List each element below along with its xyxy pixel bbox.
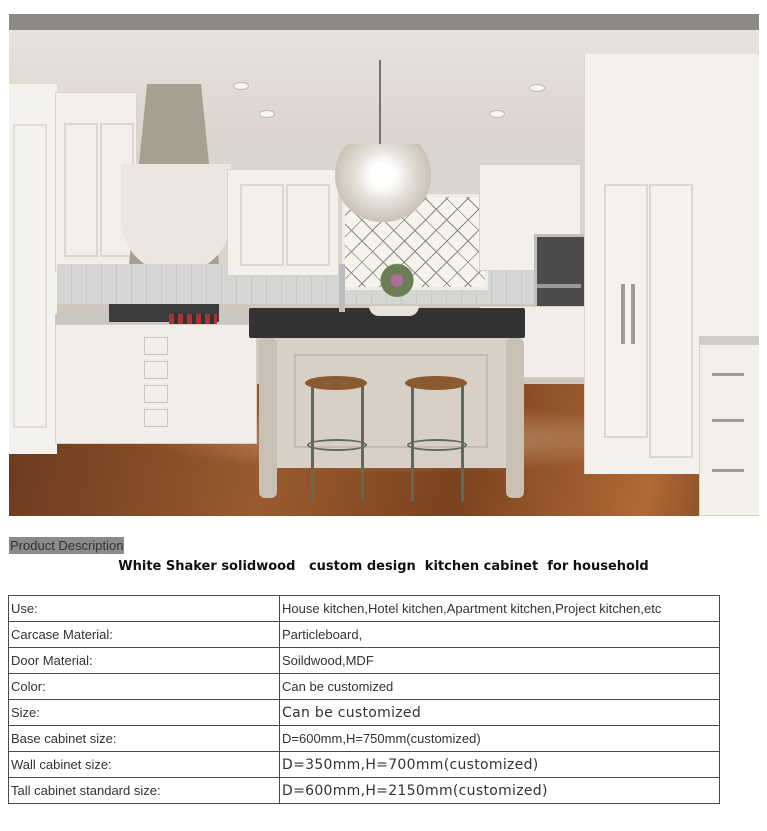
island-panel xyxy=(294,354,488,448)
spec-label: Door Material: xyxy=(9,648,280,674)
table-row xyxy=(9,700,720,726)
bar-stool xyxy=(305,376,367,390)
spec-value: House kitchen,Hotel kitchen,Apartment kitchen,Project kitchen,etc xyxy=(280,596,720,622)
table-row xyxy=(9,726,720,752)
fridge-handle xyxy=(621,284,625,344)
fridge-handle xyxy=(631,284,635,344)
bowl xyxy=(369,306,419,316)
spec-label: Size: xyxy=(9,700,280,726)
product-headline: White Shaker solidwood custom design kitchen cabinet for household xyxy=(118,559,649,574)
range-hood-trim xyxy=(121,164,231,274)
crystal-chandelier xyxy=(335,144,431,222)
section-label: Product Description xyxy=(10,538,124,553)
table-row xyxy=(9,596,720,622)
spec-value: Can be customized xyxy=(280,700,720,726)
table-row xyxy=(9,674,720,700)
stool-footring xyxy=(307,439,367,451)
island-leg xyxy=(259,338,277,498)
table-row xyxy=(9,622,720,648)
spec-value: Can be customized xyxy=(280,674,720,700)
table-row xyxy=(9,752,720,778)
oven-divider xyxy=(537,284,581,288)
spec-value: D=600mm,H=750mm(customized) xyxy=(280,726,720,752)
spec-table xyxy=(8,595,720,804)
ceiling-beam xyxy=(9,14,759,30)
stool-footring xyxy=(407,439,467,451)
product-photo xyxy=(9,14,759,516)
spec-value: D=350mm,H=700mm(customized) xyxy=(280,752,720,778)
spec-label: Carcase Material: xyxy=(9,622,280,648)
upper-cabinet-middle xyxy=(227,169,339,276)
base-cabinet-right xyxy=(699,344,759,516)
flower-arrangement xyxy=(379,262,415,308)
ceiling-light xyxy=(529,84,545,92)
fridge-door-left xyxy=(604,184,648,438)
left-wall-panel xyxy=(13,124,47,428)
spec-label: Use: xyxy=(9,596,280,622)
faucet xyxy=(339,264,345,312)
spec-label: Color: xyxy=(9,674,280,700)
spec-label: Tall cabinet standard size: xyxy=(9,778,280,804)
spec-value: Particleboard, xyxy=(280,622,720,648)
spec-label: Base cabinet size: xyxy=(9,726,280,752)
ceiling-light xyxy=(259,110,275,118)
ceiling-light xyxy=(489,110,505,118)
spec-value: D=600mm,H=2150mm(customized) xyxy=(280,778,720,804)
bar-stool xyxy=(405,376,467,390)
base-cabinet-left xyxy=(55,324,257,444)
table-row xyxy=(9,648,720,674)
fridge-door-right xyxy=(649,184,693,458)
chandelier-chain xyxy=(379,60,381,152)
island-leg xyxy=(506,338,524,498)
spec-label: Wall cabinet size: xyxy=(9,752,280,778)
ceiling-light xyxy=(233,82,249,90)
table-row xyxy=(9,778,720,804)
spec-value: Soildwood,MDF xyxy=(280,648,720,674)
